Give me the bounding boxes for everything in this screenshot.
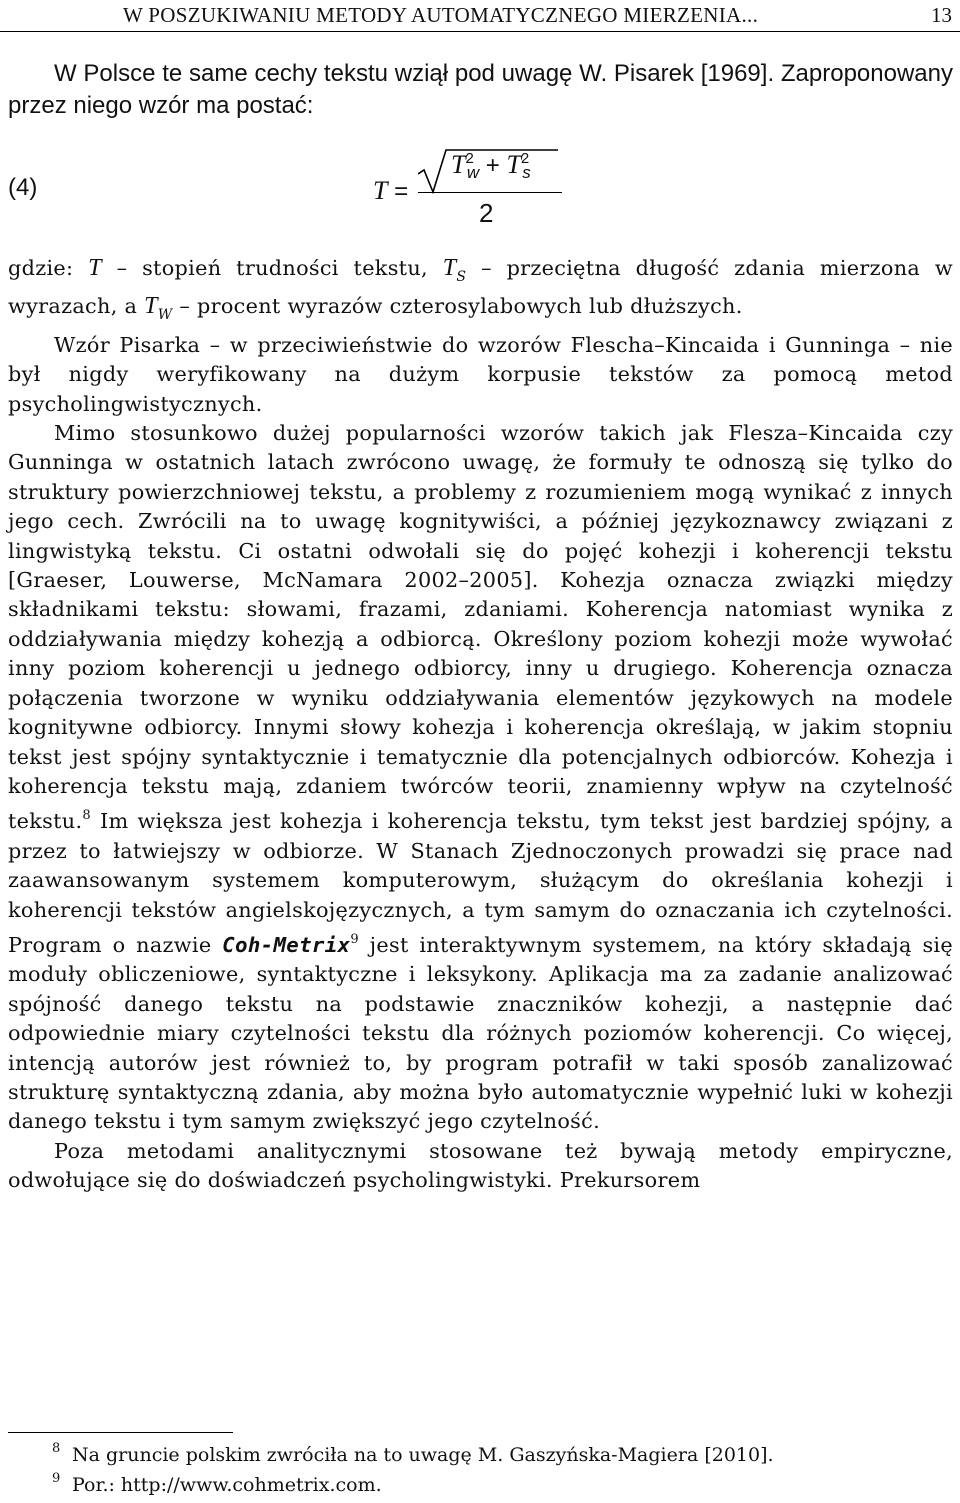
formula-denominator: 2: [479, 198, 494, 228]
cohesion-text-3: jest interaktywnym systemem, na który składają się moduły obliczeniowe, syntaktyczne i leksykony. Aplikacja ma za zadanie analizować spójność danego tekstu na podstawie znaczników kohezji, a następnie dać odpowiednie miary czytelności tekstu dla różnych poziomów koherencji. Co więcej, intencją autorów jest również to, by program potrafił w taki sposób zanalizować strukturę syntaktyczną zdania, aby można było automatycznie wypełnić luki w kohezji danego tekstu i tym samym zwiększyć jego czytelność.: [8, 932, 953, 1134]
footnote-ref-9[interactable]: 9: [350, 931, 359, 947]
footnote-text-8: Na gruncie polskim zwróciła na to uwagę M. Gaszyńska-Magiera [2010].: [72, 1444, 774, 1466]
formula-numerator: [451, 150, 531, 183]
cohesion-text-1: Mimo stosunkowo dużej popularności wzorów takich jak Flesza–Kincaida czy Gunninga w ostatnich latach zwrócono uwagę, że formuły te odnoszą się tylko do struktury powierzchniowej tekstu, a problemy z rozumieniem mogą wynikać z innych jego cech. Zwrócili na to uwagę kognitywiści, a później językoznawcy związani z lingwistyką tekstu. Ci ostatni odwołali się do pojęć kohezji i koherencji tekstu [Graeser, Louwerse, McNamara 2002–2005]. Kohezja oznacza związki między składnikami tekstu: słowami, frazami, zdaniami. Koherencja natomiast wynika z oddziaływania między kohezją a odbiorcą. Określony poziom kohezji może wywołać inny poziom koherencji u jednego odbiorcy, inny u drugiego. Koherencja oznacza połączenia tworzone w wyniku oddziaływania elementów językowych na modele kognitywne odbiorcy. Innymi słowy kohezja i koherencja określają, w jakim stopniu tekst jest spójny syntaktycznie i tematycznie dla potencjalnych odbiorców. Kohezja i koherencja tekstu mają, zdaniem twórców teorii, znamienny wpływ na czytelność tekstu.: [8, 421, 953, 834]
symbol-ts: T: [442, 255, 457, 281]
footnote-mark-9: 9: [52, 1471, 61, 1486]
running-head-rule: [0, 31, 960, 32]
body-text: [8, 254, 953, 1196]
where-paragraph: [8, 254, 953, 331]
running-head-title: W POSZUKIWANIU METODY AUTOMATYCZNEGO MIERZENIA...: [123, 3, 759, 27]
formula-t-w: T: [451, 150, 466, 179]
formula-sub-w: w: [466, 163, 480, 182]
footnote-9: [8, 1470, 953, 1500]
empirical-paragraph: Poza metodami analitycznymi stosowane też bywają metody empiryczne, odwołujące się do doświadczeń psycholingwistyki. Prekursorem: [8, 1138, 953, 1193]
formula-sup-s: 2: [520, 150, 530, 167]
symbol-t: T: [88, 255, 102, 281]
formula-number: (4): [8, 174, 38, 201]
where-text-2: – stopień trudności tekstu,: [101, 256, 443, 280]
footnote-ref-8[interactable]: 8: [82, 808, 91, 824]
footnotes: [8, 1440, 953, 1500]
running-head: [0, 0, 960, 30]
symbol-tw: T: [144, 293, 158, 320]
cohesion-text-2: Im większa jest kohezja i koherencja tekstu, tym tekst jest bardziej spójny, a przez to łatwiejszy w odbiorze. W Stanach Zjednoczonych prowadzi się prace nad zaawansowanym systemem komputerowym, służącym do określania kohezji i koherencji tekstów angielskojęzycznych, a tym samym do oznaczania ich czytelności. Program o nazwie: [8, 809, 953, 957]
subscript-w: W: [157, 307, 173, 324]
where-text-3: – przeciętna długość zdania mierzona w wyrazach, a: [8, 256, 953, 319]
formula-lhs-symbol: T: [373, 176, 388, 205]
footnote-rule: [8, 1432, 233, 1433]
formula-plus: +: [485, 152, 500, 179]
footnote-text-9[interactable]: Por.: http://www.cohmetrix.com.: [72, 1474, 382, 1496]
fraction-bar: [418, 192, 562, 193]
page-number: 13: [931, 3, 952, 27]
subscript-s: S: [456, 269, 467, 285]
formula-sup-w: 2: [465, 150, 474, 167]
footnote-mark-8: 8: [52, 1441, 61, 1456]
where-text-1: gdzie:: [8, 256, 89, 280]
intro-paragraph: W Polsce te same cechy tekstu wziął pod uwagę W. Pisarek [1969]. Zaproponowany przez niego wzór ma postać:: [8, 60, 953, 119]
formula-t-s: T: [506, 150, 521, 179]
footnote-8: [8, 1440, 953, 1470]
formula-sub-s: s: [522, 163, 531, 182]
formula-equals: =: [394, 178, 409, 205]
formula-lhs: [373, 176, 408, 206]
cohesion-paragraph: [8, 419, 953, 1137]
pisarek-paragraph: Wzór Pisarka – w przeciwieństwie do wzorów Flescha–Kincaida i Gunninga – nie był nigdy weryfikowany na dużym korpusie tekstów za pomocą metod psycholingwistycznych.: [8, 332, 953, 416]
coh-metrix-name: Coh-Metrix: [222, 932, 351, 957]
formula: [373, 148, 573, 238]
where-text-4: – procent wyrazów czterosylabowych lub dłuższych.: [172, 294, 743, 319]
